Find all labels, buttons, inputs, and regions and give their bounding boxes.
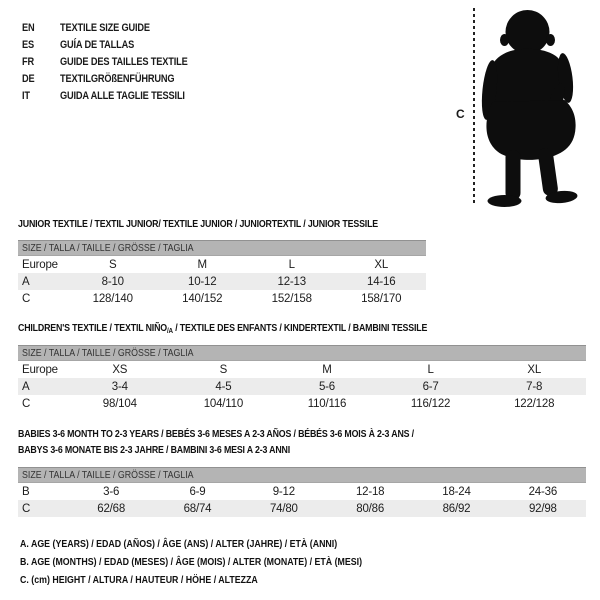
height-measure-dotted-line [473, 8, 475, 206]
size-header-bar [18, 240, 426, 256]
table-cell: XL [374, 258, 389, 271]
table-cell: 6-9 [189, 485, 206, 498]
row-label: B [22, 485, 30, 498]
table-cell: XL [527, 363, 542, 376]
row-label: A [22, 380, 30, 393]
table-row-c [18, 395, 586, 412]
row-label: Europe [22, 258, 58, 271]
section-title-junior [18, 218, 447, 230]
children-size-table [18, 345, 586, 412]
table-row-a [18, 273, 426, 290]
table-cell: L [427, 363, 434, 376]
language-row-en [22, 19, 212, 36]
table-cell: 24-36 [528, 485, 558, 498]
table-cell: 10-12 [188, 275, 217, 288]
table-cell: 3-4 [111, 380, 128, 393]
table-cell: 9-12 [272, 485, 295, 498]
toddler-silhouette [477, 8, 593, 210]
language-row-es [22, 36, 212, 53]
language-code: ES [22, 38, 34, 51]
table-row-a [18, 378, 586, 395]
table-cell: S [109, 258, 117, 271]
table-cell: 92/98 [528, 502, 557, 515]
footnote-age-years [20, 538, 398, 550]
footnote-text: C. (cm) HEIGHT / ALTURA / HAUTEUR / HÖHE / ALTEZZA [20, 574, 258, 586]
row-label: A [22, 275, 30, 288]
table-cell: M [322, 363, 332, 376]
language-row-fr [22, 53, 212, 70]
table-cell: 104/110 [203, 397, 244, 410]
row-label: C [22, 292, 31, 305]
size-header-label: SIZE / TALLA / TAILLE / GRÖSSE / TAGLIA [22, 242, 194, 254]
section-title-babies-text2: BABYS 3-6 MONATE BIS 2-3 JAHRE / BAMBINI 3-6 MESI A 2-3 ANNI [18, 444, 291, 456]
language-row-it [22, 87, 212, 104]
table-cell: 110/116 [307, 397, 347, 410]
size-header-label: SIZE / TALLA / TAILLE / GRÖSSE / TAGLIA [22, 347, 194, 359]
language-label: GUIDA ALLE TAGLIE TESSILI [60, 89, 185, 102]
table-cell: 116/122 [410, 397, 451, 410]
section-title-children [18, 322, 505, 337]
table-cell: 62/68 [97, 502, 126, 515]
row-label: C [22, 397, 31, 410]
table-cell: L [288, 258, 295, 271]
table-cell: 3-6 [103, 485, 120, 498]
footnote-text: B. AGE (MONTHS) / EDAD (MESES) / ÂGE (MOIS) / ALTER (MONATE) / ETÀ (MESI) [20, 556, 363, 568]
table-row-europe [18, 256, 426, 273]
size-header-bar [18, 345, 586, 361]
section-title-babies-line2 [18, 444, 342, 456]
height-measure-label: C [456, 107, 465, 121]
row-label: Europe [22, 363, 58, 376]
size-header-bar [18, 467, 586, 483]
table-cell: 74/80 [269, 502, 298, 515]
table-cell: 128/140 [92, 292, 133, 305]
table-cell: 12-13 [277, 275, 306, 288]
table-cell: 122/128 [514, 397, 555, 410]
table-cell: 12-18 [355, 485, 385, 498]
language-code: FR [22, 55, 34, 68]
language-row-de [22, 70, 212, 87]
table-cell: S [219, 363, 228, 376]
section-title-babies-line1 [18, 428, 489, 440]
table-cell: 158/170 [361, 292, 402, 305]
language-code: EN [22, 21, 35, 34]
table-cell: 8-10 [101, 275, 124, 288]
table-cell: 7-8 [526, 380, 543, 393]
junior-size-table [18, 240, 426, 307]
section-title-children-text: CHILDREN'S TEXTILE / TEXTIL $NIÑO_{/A}$ / TEXTILE DES ENFANTS / KINDERTEXTIL / BAMBINI TESSILE [18, 322, 428, 335]
table-cell: 68/74 [183, 502, 212, 515]
table-row-europe [18, 361, 586, 378]
table-row-b [18, 483, 586, 500]
table-cell: 152/158 [271, 292, 312, 305]
table-cell: 80/86 [356, 502, 385, 515]
language-guide [22, 19, 212, 104]
language-label: TEXTILGRÖßENFÜHRUNG [60, 72, 175, 85]
babies-size-table [18, 467, 586, 517]
table-cell: 98/104 [102, 397, 137, 410]
size-header-label: SIZE / TALLA / TAILLE / GRÖSSE / TAGLIA [22, 469, 194, 481]
table-cell: 86/92 [442, 502, 471, 515]
table-cell: XS [112, 363, 128, 376]
table-cell: 4-5 [215, 380, 232, 393]
language-label: GUÍA DE TALLAS [60, 38, 135, 51]
row-label: C [22, 502, 31, 515]
language-label: TEXTILE SIZE GUIDE [60, 21, 150, 34]
table-cell: 6-7 [422, 380, 439, 393]
footnote-text: A. AGE (YEARS) / EDAD (AÑOS) / ÂGE (ANS) / ALTER (JAHRE) / ETÀ (ANNI) [20, 538, 338, 550]
table-cell: 140/152 [182, 292, 223, 305]
section-title-junior-text: JUNIOR TEXTILE / TEXTIL JUNIOR/ TEXTILE JUNIOR / JUNIORTEXTIL / JUNIOR TESSILE [18, 218, 379, 230]
language-label: GUIDE DES TAILLES TEXTILE [60, 55, 188, 68]
table-cell: 14-16 [367, 275, 396, 288]
table-row-c [18, 500, 586, 517]
language-code: DE [22, 72, 35, 85]
language-code: IT [22, 89, 30, 102]
table-row-c [18, 290, 426, 307]
table-cell: 18-24 [442, 485, 471, 498]
section-title-babies-text1: BABIES 3-6 MONTH TO 2-3 YEARS / BEBÉS 3-6 MESES A 2-3 AÑOS / BÉBÉS 3-6 MOIS À 2-3 ANS / [18, 428, 414, 440]
footnote-height-cm [20, 574, 303, 586]
table-cell: M [197, 258, 207, 271]
footnote-age-months [20, 556, 427, 568]
table-cell: 5-6 [318, 380, 335, 393]
